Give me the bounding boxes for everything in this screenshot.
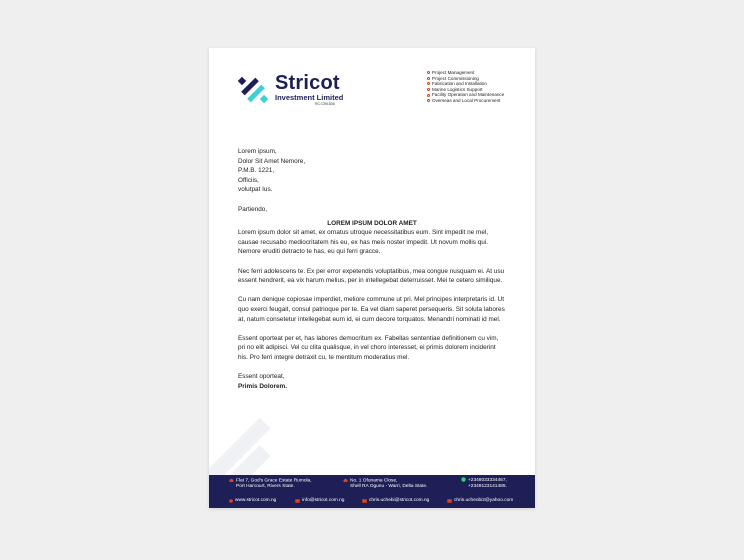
footer-email-info[interactable]: info@stricot.com.ng [295, 498, 344, 504]
recipient-address [238, 147, 506, 195]
service-item: Facility Operation and Maintenance [427, 92, 504, 98]
company-reg-number: RC:1391836 [315, 102, 335, 106]
address-line: Officiis, [238, 176, 259, 184]
phone-number[interactable]: +2349123141485. [468, 483, 507, 489]
footer-phones [461, 477, 507, 490]
footer-email-yahoo[interactable]: chris.ucheobi2@yahoo.com [447, 498, 513, 504]
service-item: Fabrication and Installation [427, 81, 504, 87]
footer-address-1: Flat 7, God's Grace Estate Rumola, Port Harcourt, Rivers State. [229, 478, 312, 490]
address-line: Dolor Sit Amet Nemore, [238, 157, 306, 165]
footer-email-chris[interactable]: chris.uchebi@stricot.com.ng [362, 498, 429, 504]
location-icon [229, 478, 234, 482]
paragraph: Cu nam denique copiosae imperdiet, meliore commune ut pri. Mel principes interpretaris id. Ut quo exerci feugait, consul patrioque per te. Ea vel diam saperet persequeris. Sit soluta labores at, natum consetetur intellegebat eum id, ei cum decore torquatos. Menandri nominati id mel. [238, 296, 505, 323]
signer-name: Primis Dolorem. [238, 383, 288, 391]
closing: Essent oporteat, [238, 373, 285, 381]
footer-address-2: No. 1 Ofunama Close, Shell RA Ogunu - Warri, Delta State. [343, 478, 427, 490]
bullet-icon [427, 82, 430, 85]
service-item: Project Commissioning [427, 76, 504, 82]
paragraph: Essent oporteat per et, has labores democritum ex. Fabellas sententiae definitionem cu vim, pri no elit adipisci. Vel cu clita qualisque, in vel choro interesset, ei primis dolorem inciderint his. Pro ferri integre detraxit cu, te mentitum moderatius mel. [238, 334, 499, 361]
company-name: Stricot [275, 72, 340, 94]
whatsapp-icon [461, 477, 466, 482]
globe-icon [229, 499, 233, 503]
services-list [427, 70, 504, 104]
footer-bar [209, 475, 535, 508]
salutation: Partiendo, [238, 205, 268, 213]
company-subtitle: Investment Limited [275, 93, 344, 102]
mail-icon [447, 499, 452, 503]
footer-website[interactable]: www.stricot.com.ng [229, 498, 276, 504]
service-item: Project Management [427, 70, 504, 76]
phone-number[interactable]: +2348033334467, [468, 477, 507, 483]
letterhead-page [209, 48, 535, 508]
bullet-icon [427, 94, 430, 97]
bullet-icon [427, 88, 430, 91]
service-item: Overseas and Local Procurement [427, 98, 504, 104]
address-line: Lorem ipsum, [238, 148, 277, 155]
letter-subject: LOREM IPSUM DOLOR AMET [327, 219, 417, 227]
stricot-logo-icon [237, 74, 269, 106]
bullet-icon [427, 99, 430, 102]
letter-body [238, 147, 506, 392]
service-item: Marine Logistics Support [427, 87, 504, 93]
mail-icon [362, 499, 367, 503]
address-line: volutpat Ius. [238, 186, 273, 194]
paragraph: Lorem ipsum dolor sit amet, ex ornatus utroque necessitatibus eum. Sint impedit ne mel, causae recusabo mediocritatem his eu, ex has meis noster impedit. Ut novum mollis qui. Nemore eruditi detracto te has, eu qui ferri gracce. [238, 229, 489, 256]
mail-icon [295, 499, 300, 503]
location-icon [343, 478, 348, 482]
address-line: P.M.B. 1221, [238, 167, 275, 175]
bullet-icon [427, 71, 430, 74]
bullet-icon [427, 77, 430, 80]
paragraph: Nec ferri adolescens te. Ex per error expetendis voluptatibus, mea congue nusquam ei. At usu essent hendrerit, ea vix harum melius, per in intellegebat deterruisset. Mei te cetero similique. [238, 267, 505, 285]
company-logo [237, 72, 357, 112]
